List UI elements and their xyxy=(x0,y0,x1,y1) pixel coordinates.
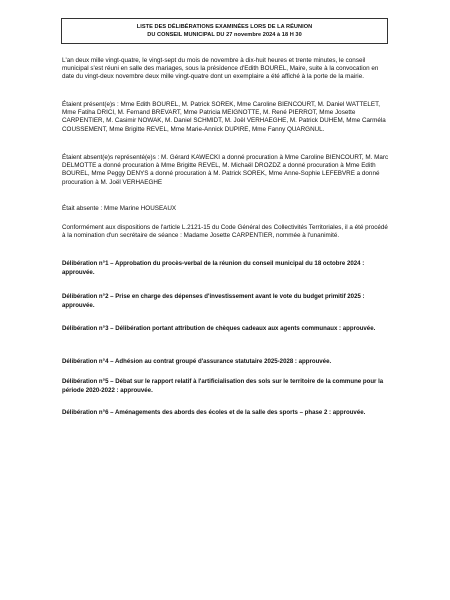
secretary-paragraph: Conformément aux dispositions de l'article L.2121-15 du Code Général des Collectivités Territoriales, il a été procédé à la nomination d'un secrétaire de séance : Madame Josette CARPENTIER, nommée à l'unanimité. xyxy=(62,224,388,240)
deliberation-5: Délibération n°5 – Débat sur le rapport relatif à l'artificialisation des sols sur le territoire de la commune pour la période 2020-2022 : approuvée. xyxy=(62,378,384,394)
deliberation-6: Délibération n°6 – Aménagements des abords des écoles et de la salle des sports – phase 2 : approuvée. xyxy=(62,409,366,416)
absents-represented-paragraph: Étaient absent(e)s représenté(e)s : M. Gérard KAWECKI a donné procuration à Mme Caroline BIENCOURT, M. Marc DELMOTTE a donné procuration à Mme Brigitte REVEL, M. Michaël DROZDZ a donné procuration à Mme Edith BOUREL, Mme Peggy DENYS a donné procuration à M. Patrick SOREK, Mme Anne-Sophie LEFEBVRE a donné procuration à M. Joël VERHAEGHE xyxy=(62,154,389,186)
deliberation-3: Délibération n°3 – Délibération portant attribution de chèques cadeaux aux agents communaux : approuvée. xyxy=(62,325,376,332)
title-line-2: DU CONSEIL MUNICIPAL DU 27 novembre 2024 à 18 H 30 xyxy=(147,32,302,38)
presents-paragraph: Étaient présent(e)s : Mme Edith BOUREL, M. Patrick SOREK, Mme Caroline BIENCOURT, M. Daniel WATTELET, Mme Fatiha DRICI, M. Fernand BREVART, Mme Patricia MEIGNOTTE, M. René PIERROT, Mme Josette CARPENTIER, M. Casimir NOWAK, M. Daniel SCHMIDT, M. Joël VERHAEGHE, M. Patrick DUHEM, Mme Carméla COUSSEMENT, Mme Brigitte REVEL, Mme Marie-Annick DUPIRE, Mme Fanny QUARGNUL. xyxy=(62,101,386,133)
deliberation-4: Délibération n°4 – Adhésion au contrat groupé d'assurance statutaire 2025-2028 : approuvée. xyxy=(62,358,332,365)
absent-paragraph: Était absente : Mme Marine HOUSEAUX xyxy=(62,205,177,212)
title-line-1: LISTE DES DÉLIBÉRATIONS EXAMINÉES LORS DE LA RÉUNION xyxy=(136,24,313,30)
title-box xyxy=(61,18,388,44)
deliberation-1: Délibération n°1 – Approbation du procès-verbal de la réunion du conseil municipal du 18 octobre 2024 : approuvée. xyxy=(62,260,365,276)
deliberation-2: Délibération n°2 – Prise en charge des dépenses d'investissement avant le vote du budget primitif 2025 : approuvée. xyxy=(62,293,365,309)
intro-paragraph: L'an deux mille vingt-quatre, le vingt-sept du mois de novembre à dix-huit heures et trente minutes, le conseil municipal s'est réuni en salle des mariages, sous la présidence d'Edith BOUREL, Maire, suite à la convocation en date du vingt-deux novembre deux mille vingt-quatre dont un exemplaire a été affiché à la porte de la mairie. xyxy=(62,57,379,81)
